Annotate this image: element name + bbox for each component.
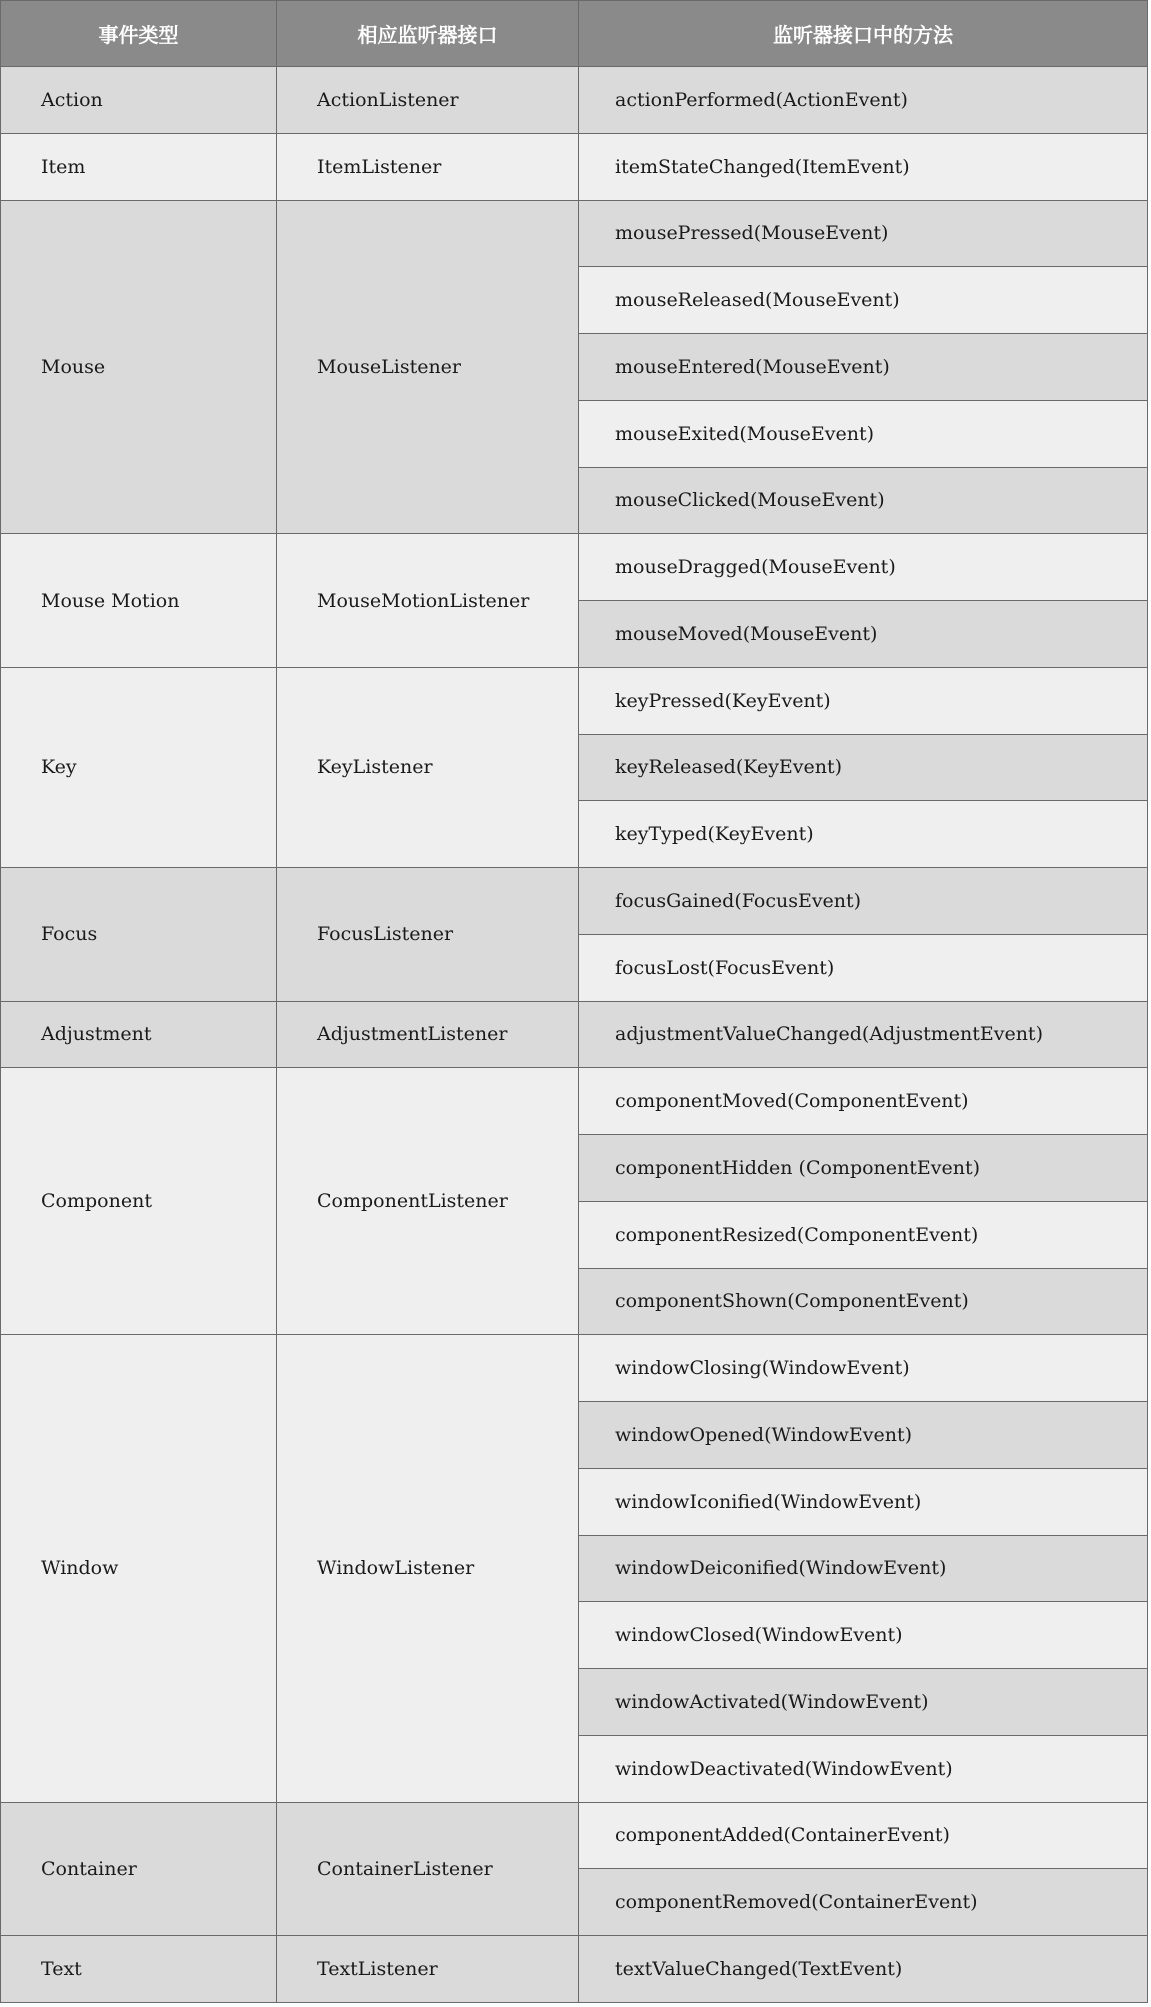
event-type-cell: Mouse [1,200,277,534]
event-type-cell: Mouse Motion [1,534,277,668]
method-cell: windowDeactivated(WindowEvent) [579,1735,1148,1802]
method-cell: windowActivated(WindowEvent) [579,1669,1148,1736]
listener-interface-cell: WindowListener [277,1335,579,1802]
method-cell: actionPerformed(ActionEvent) [579,67,1148,134]
table-row [1,1068,1148,1135]
table-row [1,1936,1148,2003]
method-cell: mouseClicked(MouseEvent) [579,467,1148,534]
event-type-cell: Component [1,1068,277,1335]
table-row [1,67,1148,134]
method-cell: componentShown(ComponentEvent) [579,1268,1148,1335]
method-cell: mouseMoved(MouseEvent) [579,601,1148,668]
header-interface-methods: 监听器接口中的方法 [579,1,1148,67]
method-cell: mouseExited(MouseEvent) [579,400,1148,467]
method-cell: keyPressed(KeyEvent) [579,667,1148,734]
table-row [1,868,1148,935]
table-row [1,534,1148,601]
method-cell: focusGained(FocusEvent) [579,868,1148,935]
method-cell: mousePressed(MouseEvent) [579,200,1148,267]
listener-interface-cell: ItemListener [277,133,579,200]
method-cell: itemStateChanged(ItemEvent) [579,133,1148,200]
listener-interface-cell: TextListener [277,1936,579,2003]
method-cell: focusLost(FocusEvent) [579,934,1148,1001]
method-cell: componentHidden (ComponentEvent) [579,1135,1148,1202]
method-cell: windowClosed(WindowEvent) [579,1602,1148,1669]
event-type-cell: Action [1,67,277,134]
header-event-type: 事件类型 [1,1,277,67]
method-cell: mouseReleased(MouseEvent) [579,267,1148,334]
method-cell: componentMoved(ComponentEvent) [579,1068,1148,1135]
event-type-cell: Key [1,667,277,867]
event-type-cell: Focus [1,868,277,1002]
method-cell: windowIconified(WindowEvent) [579,1468,1148,1535]
method-cell: mouseDragged(MouseEvent) [579,534,1148,601]
method-cell: mouseEntered(MouseEvent) [579,334,1148,401]
table-body [1,67,1148,2003]
header-listener-interface: 相应监听器接口 [277,1,579,67]
event-type-cell: Item [1,133,277,200]
listener-interface-cell: FocusListener [277,868,579,1002]
listener-interface-cell: ActionListener [277,67,579,134]
event-type-cell: Window [1,1335,277,1802]
method-cell: componentAdded(ContainerEvent) [579,1802,1148,1869]
listener-interface-cell: ContainerListener [277,1802,579,1936]
table-header [1,1,1148,67]
listener-interface-cell: MouseMotionListener [277,534,579,668]
table-row [1,1802,1148,1869]
listener-interface-cell: KeyListener [277,667,579,867]
table-row [1,200,1148,267]
method-cell: adjustmentValueChanged(AdjustmentEvent) [579,1001,1148,1068]
event-type-cell: Container [1,1802,277,1936]
listener-interface-cell: AdjustmentListener [277,1001,579,1068]
method-cell: keyReleased(KeyEvent) [579,734,1148,801]
method-cell: windowDeiconified(WindowEvent) [579,1535,1148,1602]
event-type-cell: Adjustment [1,1001,277,1068]
method-cell: componentResized(ComponentEvent) [579,1201,1148,1268]
table-row [1,133,1148,200]
table-row [1,1335,1148,1402]
event-type-cell: Text [1,1936,277,2003]
listener-interface-cell: ComponentListener [277,1068,579,1335]
header-row [1,1,1148,67]
method-cell: keyTyped(KeyEvent) [579,801,1148,868]
method-cell: componentRemoved(ContainerEvent) [579,1869,1148,1936]
method-cell: windowOpened(WindowEvent) [579,1402,1148,1469]
listener-interface-cell: MouseListener [277,200,579,534]
method-cell: windowClosing(WindowEvent) [579,1335,1148,1402]
method-cell: textValueChanged(TextEvent) [579,1936,1148,2003]
table-row [1,1001,1148,1068]
table-row [1,667,1148,734]
